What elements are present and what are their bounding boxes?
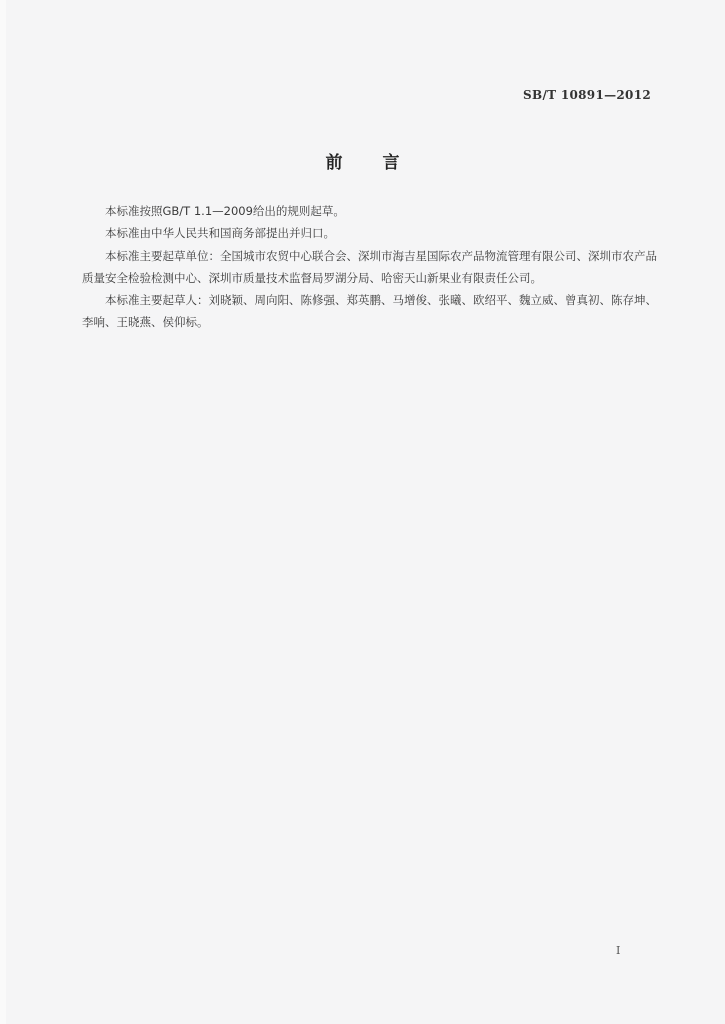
page-number: I [616, 944, 621, 957]
paragraph-drafting-rules: 本标准按照GB/T 1.1—2009给出的规则起草。 [105, 204, 345, 218]
foreword-body [82, 200, 662, 334]
paragraph-proposer: 本标准由中华人民共和国商务部提出并归口。 [105, 226, 335, 241]
paragraph-drafters: 本标准主要起草人：刘晓颖、周向阳、陈修强、郑英鹏、马增俊、张曦、欧绍平、魏立威、曾真初、陈存坤、李响、王晓燕、侯仰标。 [82, 293, 657, 330]
paragraph-drafting-units: 本标准主要起草单位：全国城市农贸中心联合会、深圳市海吉星国际农产品物流管理有限公司、深圳市农产品质量安全检验检测中心、深圳市质量技术监督局罗湖分局、哈密天山新果业有限责任公司。 [82, 248, 657, 285]
standard-number: SB/T 10891—2012 [523, 88, 651, 102]
foreword-title: 前 言 [325, 153, 400, 173]
